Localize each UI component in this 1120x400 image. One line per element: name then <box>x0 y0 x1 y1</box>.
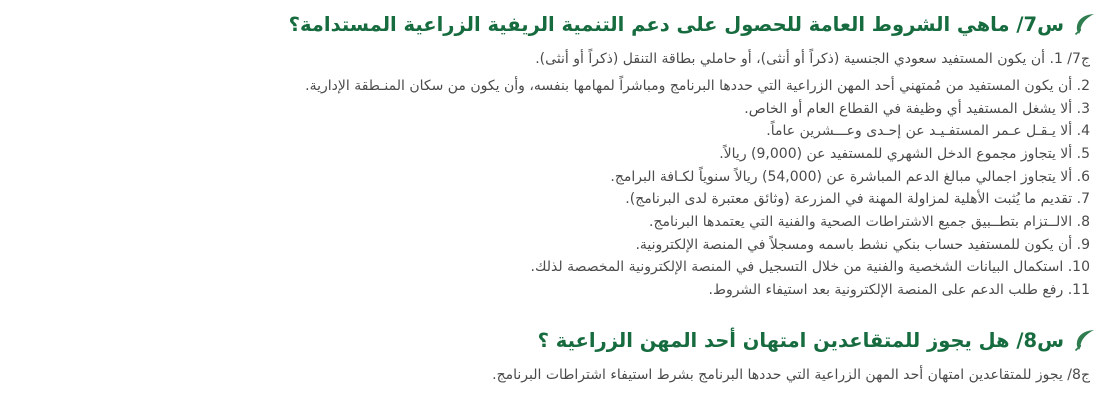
answer-list <box>24 71 1096 302</box>
list-item: 2. أن يكون المستفيد من مُمتهني أحد المهن الزراعية التي حددها البرنامج ومباشراً لمهامها بنفسه، وأن يكون من سكان المنـطقة الإدارية. <box>305 77 1090 94</box>
question-heading: س8/ هل يجوز للمتقاعدين امتهان أحد المهن الزراعية ؟ <box>537 328 1064 352</box>
list-item: 10. استكمال البيانات الشخصية والفنية من خلال التسجيل في المنصة الإلكترونية المخصصة لذلك. <box>530 259 1090 276</box>
question-heading: س7/ ماهي الشروط العامة للحصول على دعم التنمية الريفية الزراعية المستدامة؟ <box>288 13 1064 36</box>
question-row <box>24 0 1096 39</box>
answer-intro: ج7/ 1. أن يكون المستفيد سعودي الجنسية (ذكراً أو أنثى)، أو حاملي بطاقة التنقل (ذكراً أو أنثى). <box>535 51 1090 68</box>
list-item: 7. تقديم ما يُثبت الأهلية لمزاولة المهنة في المزرعة (وثائق معتبرة لدى البرنامج). <box>625 191 1090 208</box>
list-item: 3. ألا يشغل المستفيد أي وظيفة في القطاع العام أو الخاص. <box>744 100 1090 117</box>
leaf-icon <box>1074 328 1096 354</box>
list-item: 11. رفع طلب الدعم على المنصة الإلكترونية بعد استيفاء الشروط. <box>708 281 1090 298</box>
list-item: 9. أن يكون للمستفيد حساب بنكي نشط باسمه ومسجلاً في المنصة الإلكترونية. <box>635 236 1090 253</box>
section-spacer <box>24 302 1096 316</box>
leaf-icon <box>1074 12 1096 38</box>
qa-block <box>24 316 1096 387</box>
question-row <box>24 316 1096 355</box>
list-item: 8. الالــتزام بتطــبيق جميع الاشتراطات الصحية والفنية التي يعتمدها البرنامج. <box>649 213 1090 230</box>
list-item: 4. ألا يـقـل عـمر المستفـيـد عن إحـدى وعـــشرين عاماً. <box>766 123 1090 140</box>
qa-block <box>24 0 1096 302</box>
list-item: 6. ألا يتجاوز اجمالي مبالغ الدعم المباشرة عن (54,000) ريالاً سنوياً لكـافة البرامج. <box>610 168 1090 185</box>
answer-intro: ج8/ يجوز للمتقاعدين امتهان أحد المهن الزراعية التي حددها البرنامج بشرط استيفاء اشتراطات البرنامج. <box>492 366 1090 383</box>
list-item: 5. ألا يتجاوز مجموع الدخل الشهري للمستفيد عن (9,000) ريالاً. <box>719 145 1090 162</box>
